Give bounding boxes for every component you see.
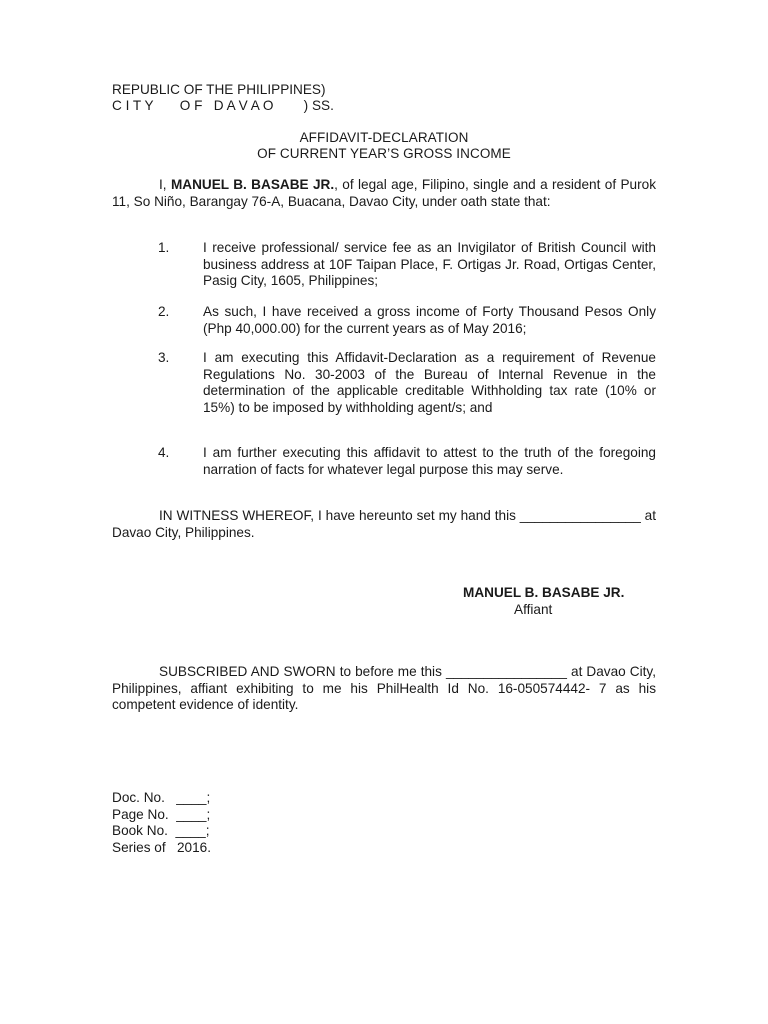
- doc-number: Doc. No. ____;: [112, 790, 211, 805]
- affiant-name: MANUEL B. BASABE JR.: [463, 585, 625, 600]
- page-number: Page No. ____;: [112, 806, 211, 822]
- item-number: 3.: [158, 350, 170, 365]
- caption-city: C I T Y O F D A V A O ) SS.: [112, 98, 334, 113]
- intro-text: , of legal age, Filipino, single and a resident of Purok 11, So Niño, Barangay 76-A, Buacana, Davao City, under oath state that:: [112, 177, 656, 209]
- book-number: Book No. ____;: [112, 823, 210, 838]
- document-subtitle: OF CURRENT YEAR’S GROSS INCOME: [257, 146, 511, 161]
- item-text: As such, I have received a gross income of Forty Thousand Pesos Only (Php 40,000.00) for the current years as of May 2016;: [203, 304, 656, 336]
- notarial-register: [112, 790, 211, 856]
- numbered-item-3: [112, 350, 656, 416]
- numbered-item-1: [112, 240, 656, 290]
- signature-block: [463, 585, 643, 618]
- series-year: Series of 2016.: [112, 839, 211, 855]
- intro-paragraph: [112, 177, 656, 210]
- item-number: 2.: [158, 304, 170, 319]
- document-title: AFFIDAVIT-DECLARATION: [299, 130, 469, 145]
- item-text: I receive professional/ service fee as an Invigilator of British Council with business address at 10F Taipan Place, F. Ortigas Jr. Road, Ortigas Center, Pasig City, 1605, Philippines;: [203, 240, 656, 288]
- affiant-name-inline: MANUEL B. BASABE JR.: [170, 177, 335, 192]
- item-text: I am executing this Affidavit-Declaration as a requirement of Revenue Regulations No. 30-2003 of the Bureau of Internal Revenue in the determination of the applicable creditable Withholding tax rate (10% or 15%) to be imposed by withholding agent/s; and: [203, 350, 656, 415]
- caption-republic: REPUBLIC OF THE PHILIPPINES): [112, 82, 326, 97]
- numbered-item-4: [112, 445, 656, 478]
- item-number: 4.: [158, 445, 170, 460]
- jurat-paragraph: SUBSCRIBED AND SWORN to before me this ________________ at Davao City, Philippines, affiant exhibiting to me his PhilHealth Id No. 16-050574442- 7 as his competent evidence of identity.: [112, 664, 656, 712]
- item-text: I am further executing this affidavit to attest to the truth of the foregoing narration of facts for whatever legal purpose this may serve.: [203, 445, 656, 477]
- witness-clause: IN WITNESS WHEREOF, I have hereunto set my hand this ________________ at Davao City, Philippines.: [112, 508, 656, 540]
- item-number: 1.: [158, 240, 170, 255]
- intro-prefix: I,: [159, 177, 171, 192]
- affiant-label: Affiant: [514, 601, 553, 617]
- numbered-item-2: [112, 304, 656, 337]
